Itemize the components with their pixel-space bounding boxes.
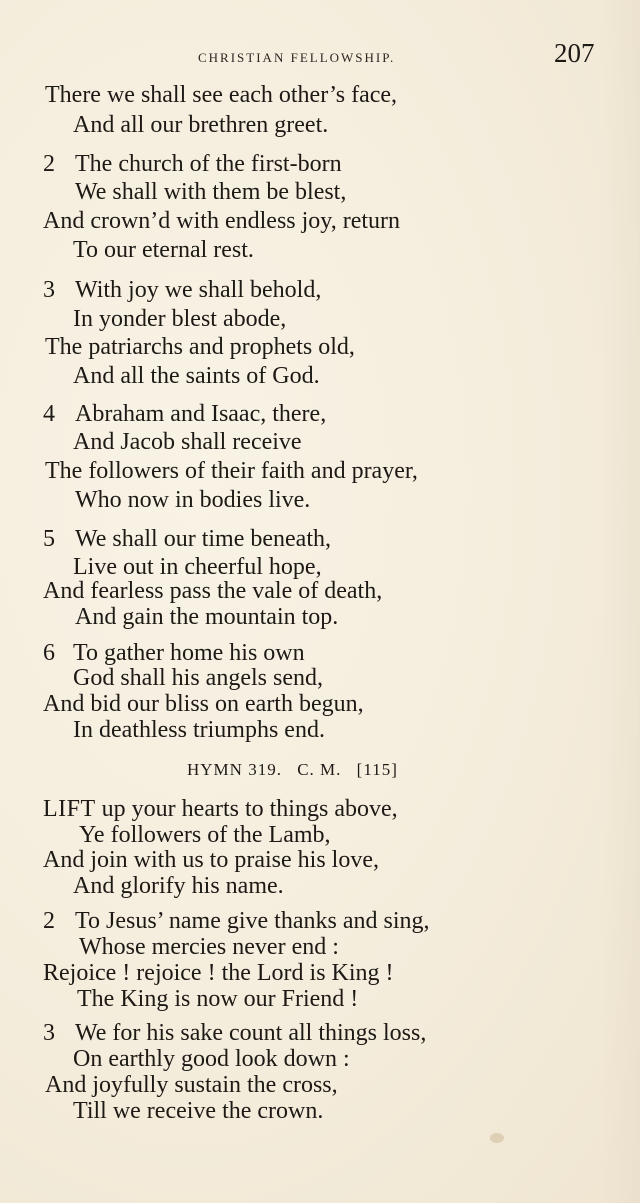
verse-line: In yonder blest abode, (73, 306, 287, 332)
stanza-number: 2 (43, 908, 55, 934)
hymn-tune-number: [115] (356, 760, 398, 779)
verse-line: We for his sake count all things loss, (75, 1020, 427, 1046)
hymn-title: HYMN 319. (187, 760, 282, 779)
verse-line: In deathless triumphs end. (73, 717, 325, 743)
hymn-meter: C. M. (297, 760, 342, 779)
verse-line: Whose mercies never end : (79, 934, 339, 960)
verse-line: We shall with them be blest, (75, 179, 347, 205)
verse-line: To our eternal rest. (73, 237, 254, 263)
verse-line: Abraham and Isaac, there, (75, 401, 327, 427)
verse-line: The church of the first-born (75, 151, 342, 177)
verse-line: Till we receive the crown. (73, 1098, 324, 1124)
verse-line: To Jesus’ name give thanks and sing, (75, 908, 430, 934)
page-number: 207 (554, 38, 595, 68)
stanza-number: 5 (43, 526, 55, 552)
verse-line: Ye followers of the Lamb, (79, 822, 331, 848)
stanza-number: 4 (43, 401, 55, 427)
verse-line: And gain the mountain top. (75, 604, 339, 630)
verse-line: The followers of their faith and prayer, (45, 458, 418, 484)
verse-line: And glorify his name. (73, 873, 284, 899)
stanza-number: 3 (43, 277, 55, 303)
verse-line: With joy we shall behold, (75, 277, 322, 303)
paper-stain (490, 1133, 504, 1143)
verse-line: To gather home his own (73, 640, 305, 666)
verse-line: And crown’d with endless joy, return (43, 208, 401, 234)
verse-line: And all our brethren greet. (73, 112, 329, 138)
initial-word: LIFT (43, 796, 96, 822)
verse-line: The patriarchs and prophets old, (45, 334, 355, 360)
stanza-number: 3 (43, 1020, 55, 1046)
page-edge-shadow (600, 0, 640, 1203)
stanza-number: 2 (43, 151, 55, 177)
verse-line: Rejoice ! rejoice ! the Lord is King ! (43, 960, 394, 986)
verse-line: Live out in cheerful hope, (73, 554, 322, 580)
verse-line: We shall our time beneath, (75, 526, 331, 552)
verse-line: The King is now our Friend ! (77, 986, 359, 1012)
verse-line: And fearless pass the vale of death, (43, 578, 383, 604)
verse-line: And bid our bliss on earth begun, (43, 691, 364, 717)
verse-line: And joyfully sustain the cross, (45, 1072, 338, 1098)
verse-line: God shall his angels send, (73, 665, 323, 691)
verse-line: And join with us to praise his love, (43, 847, 379, 873)
verse-line-rest: up your hearts to things above, (95, 796, 398, 822)
running-title: CHRISTIAN FELLOWSHIP. (198, 50, 396, 65)
verse-line-first (43, 795, 398, 823)
hymn-heading (187, 760, 398, 780)
verse-line: And Jacob shall receive (73, 429, 302, 455)
verse-line: And all the saints of God. (73, 363, 320, 389)
verse-line: On earthly good look down : (73, 1046, 350, 1072)
verse-line: There we shall see each other’s face, (45, 82, 398, 108)
stanza-number: 6 (43, 640, 55, 666)
verse-line: Who now in bodies live. (75, 487, 311, 513)
